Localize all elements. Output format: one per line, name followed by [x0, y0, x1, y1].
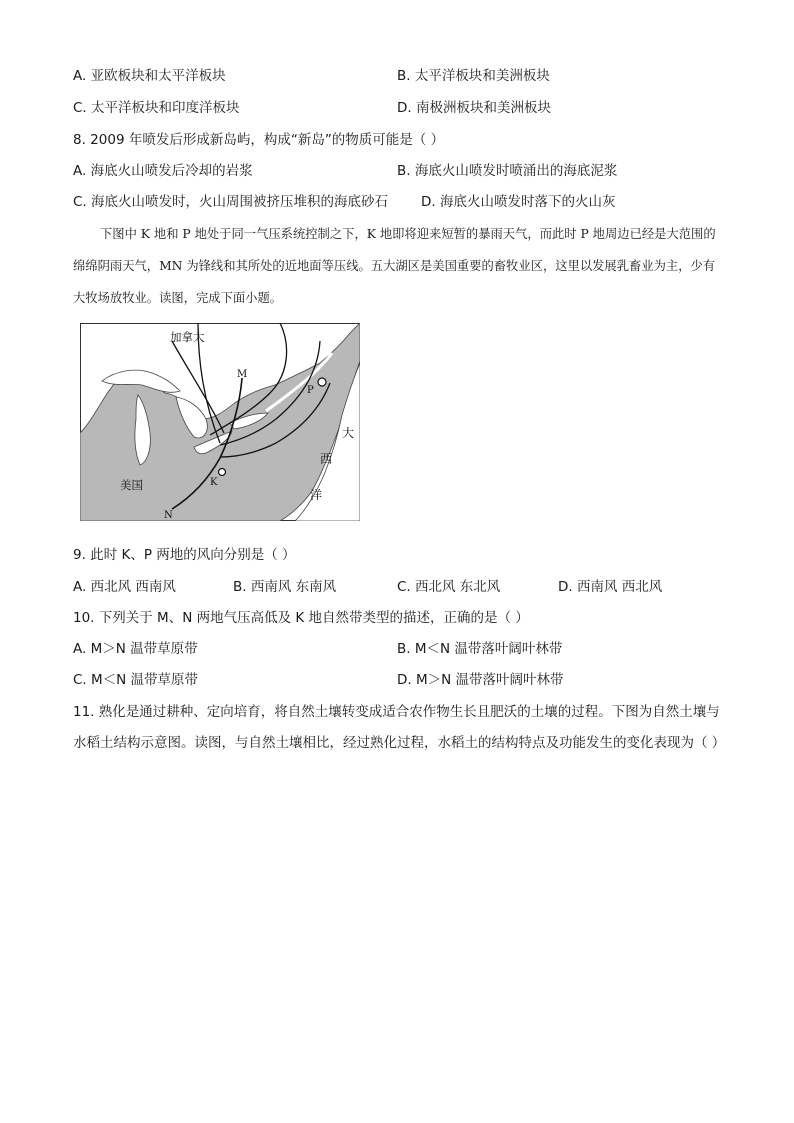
label-ocean-3: 洋 [310, 488, 323, 502]
q8-stem: 8. 2009 年喷发后形成新岛屿，构成“新岛”的物质可能是（ ） [73, 132, 445, 148]
q7-option-a: A. 亚欧板块和太平洋板块 [73, 68, 226, 84]
weather-map-figure [80, 323, 360, 521]
q10-stem: 10. 下列关于 M、N 两地气压高低及 K 地自然带类型的描述，正确的是（ ） [73, 610, 529, 626]
q9-option-d: D. 西南风 西北风 [558, 579, 663, 595]
point-p-marker [318, 378, 326, 386]
q8-option-d: D. 海底火山喷发时落下的火山灰 [421, 194, 616, 210]
point-k-marker [219, 469, 226, 476]
label-p: P [307, 385, 314, 396]
q7-option-c: C. 太平洋板块和印度洋板块 [73, 100, 240, 116]
q10-option-b: B. M＜N 温带落叶阔叶林带 [397, 641, 563, 657]
q8-option-b: B. 海底火山喷发时喷涌出的海底泥浆 [397, 163, 618, 179]
q7-option-b: B. 太平洋板块和美洲板块 [397, 68, 550, 84]
label-k: K [210, 477, 218, 488]
q11-stem: 11. 熟化是通过耕种、定向培育，将自然土壤转变成适合农作物生长且肥沃的土壤的过程。下图为自然土壤与水稻土结构示意图。读图，与自然土壤相比，经过熟化过程，水稻土的结构特点及功能发生的变化表现为（ ） [73, 704, 726, 751]
q8-option-c: C. 海底火山喷发时，火山周围被挤压堆积的海底砂石 [73, 194, 389, 210]
label-m: M [237, 369, 248, 380]
label-ocean-2: 西 [320, 452, 333, 466]
q9-option-a: A. 西北风 西南风 [73, 579, 176, 595]
q8-option-a: A. 海底火山喷发后冷却的岩浆 [73, 163, 253, 179]
q10-option-c: C. M＜N 温带草原带 [73, 672, 199, 688]
q9-option-c: C. 西北风 东北风 [397, 579, 501, 595]
q7-option-d: D. 南极洲板块和美洲板块 [397, 100, 551, 116]
label-usa: 美国 [120, 478, 143, 492]
q10-option-d: D. M＞N 温带落叶阔叶林带 [397, 672, 564, 688]
q10-option-a: A. M＞N 温带草原带 [73, 641, 198, 657]
q9-stem: 9. 此时 K、P 两地的风向分别是（ ） [73, 547, 296, 563]
q9-option-b: B. 西南风 东南风 [233, 579, 337, 595]
label-n: N [164, 510, 173, 521]
label-ocean-1: 大 [342, 426, 355, 440]
label-canada: 加拿大 [170, 330, 205, 344]
reading-passage: 下图中 K 地和 P 地处于同一气压系统控制之下，K 地即将迎来短暂的暴雨天气，而此时 P 地周边已经是大范围的绵绵阴雨天气，MN 为锋线和其所处的近地面等压线。五大湖区是美国重要的畜牧业区，这里以发展乳畜业为主，少有大牧场放牧业。读图，完成下面小题。 [73, 227, 716, 305]
